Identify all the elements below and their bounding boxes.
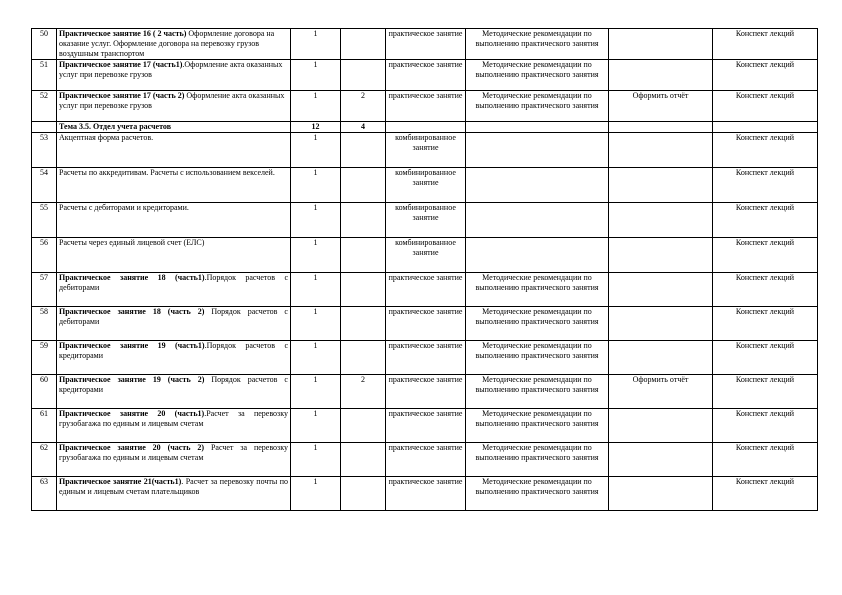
methodical-support: Методические рекомендации по выполнению практического занятия: [466, 307, 609, 341]
lesson-topic: [57, 409, 291, 443]
self-study-hours: [341, 60, 386, 91]
homework-task: [609, 133, 713, 168]
row-number: 59: [32, 341, 57, 375]
literature: Конспект лекций: [713, 91, 818, 122]
homework-task: [609, 341, 713, 375]
lesson-topic: [57, 375, 291, 409]
row-number: 50: [32, 29, 57, 60]
hours-count: 1: [291, 168, 341, 203]
methodical-support: Методические рекомендации по выполнению практического занятия: [466, 91, 609, 122]
lesson-form: комбинированное занятие: [386, 133, 466, 168]
hours-count: 1: [291, 443, 341, 477]
row-number: 60: [32, 375, 57, 409]
table-row: [32, 91, 818, 122]
homework-task: [609, 122, 713, 133]
self-study-hours: [341, 443, 386, 477]
row-number: 62: [32, 443, 57, 477]
table-row: [32, 477, 818, 511]
literature: [713, 122, 818, 133]
lesson-topic: [57, 168, 291, 203]
literature: Конспект лекций: [713, 477, 818, 511]
self-study-hours: [341, 168, 386, 203]
table-row: [32, 168, 818, 203]
methodical-support: [466, 122, 609, 133]
lesson-title-bold: Практическое занятие 16 ( 2 часть): [59, 29, 187, 38]
lesson-description: Оформление договора на оказание услуг. Оформление договора на перевозку грузов воздушным транспортом: [59, 29, 275, 58]
lesson-title-bold: Практическое занятие 19 (часть1): [59, 341, 205, 350]
hours-count: 1: [291, 375, 341, 409]
table-row: [32, 443, 818, 477]
self-study-hours: 4: [341, 122, 386, 133]
table-row: [32, 133, 818, 168]
methodical-support: Методические рекомендации по выполнению практического занятия: [466, 341, 609, 375]
literature: Конспект лекций: [713, 29, 818, 60]
lesson-topic: [57, 443, 291, 477]
methodical-support: Методические рекомендации по выполнению практического занятия: [466, 409, 609, 443]
self-study-hours: [341, 29, 386, 60]
self-study-hours: [341, 477, 386, 511]
literature: Конспект лекций: [713, 341, 818, 375]
table-body: [32, 29, 818, 511]
homework-task: [609, 29, 713, 60]
table-row: [32, 238, 818, 273]
thematic-plan-table: [31, 28, 818, 511]
hours-count: 1: [291, 307, 341, 341]
methodical-support: Методические рекомендации по выполнению практического занятия: [466, 375, 609, 409]
literature: Конспект лекций: [713, 273, 818, 307]
table-row: [32, 341, 818, 375]
row-number: 52: [32, 91, 57, 122]
homework-task: [609, 307, 713, 341]
table-row: [32, 409, 818, 443]
hours-count: 1: [291, 409, 341, 443]
table-row: [32, 273, 818, 307]
methodical-support: Методические рекомендации по выполнению практического занятия: [466, 273, 609, 307]
hours-count: 1: [291, 238, 341, 273]
lesson-topic: [57, 307, 291, 341]
literature: Конспект лекций: [713, 60, 818, 91]
lesson-topic: [57, 133, 291, 168]
lesson-description: Акцептная форма расчетов.: [59, 133, 154, 142]
literature: Конспект лекций: [713, 238, 818, 273]
methodical-support: [466, 238, 609, 273]
lesson-description: .Расчет за перевозку грузобагажа по единым и лицевым счетам: [59, 409, 288, 428]
methodical-support: Методические рекомендации по выполнению практического занятия: [466, 29, 609, 60]
row-number: [32, 122, 57, 133]
methodical-support: [466, 203, 609, 238]
hours-count: 1: [291, 60, 341, 91]
lesson-form: практическое занятие: [386, 307, 466, 341]
lesson-form: практическое занятие: [386, 91, 466, 122]
literature: Конспект лекций: [713, 409, 818, 443]
lesson-topic: [57, 91, 291, 122]
hours-count: 1: [291, 273, 341, 307]
lesson-form: практическое занятие: [386, 341, 466, 375]
row-number: 56: [32, 238, 57, 273]
lesson-topic: [57, 122, 291, 133]
table-row: [32, 375, 818, 409]
homework-task: Оформить отчёт: [609, 375, 713, 409]
methodical-support: Методические рекомендации по выполнению практического занятия: [466, 477, 609, 511]
self-study-hours: 2: [341, 375, 386, 409]
lesson-description: Расчеты по аккредитивам. Расчеты с использованием векселей.: [59, 168, 275, 177]
lesson-title-bold: Практическое занятие 18 (часть 2): [59, 307, 205, 316]
homework-task: [609, 409, 713, 443]
hours-count: 1: [291, 133, 341, 168]
lesson-topic: [57, 203, 291, 238]
lesson-topic: [57, 29, 291, 60]
lesson-form: комбинированное занятие: [386, 168, 466, 203]
homework-task: [609, 60, 713, 91]
lesson-form: практическое занятие: [386, 409, 466, 443]
lesson-description: .Порядок расчетов с кредиторами: [59, 341, 288, 360]
lesson-form: практическое занятие: [386, 375, 466, 409]
homework-task: Оформить отчёт: [609, 91, 713, 122]
lesson-form: практическое занятие: [386, 29, 466, 60]
self-study-hours: [341, 133, 386, 168]
lesson-title-bold: Практическое занятие 17 (часть1): [59, 60, 183, 69]
lesson-form: [386, 122, 466, 133]
lesson-form: практическое занятие: [386, 443, 466, 477]
hours-count: 1: [291, 29, 341, 60]
lesson-topic: [57, 477, 291, 511]
lesson-description: Расчет за перевозку грузобагажа по единым и лицевым счетам: [59, 443, 288, 462]
hours-count: 1: [291, 341, 341, 375]
lesson-form: комбинированное занятие: [386, 238, 466, 273]
row-number: 53: [32, 133, 57, 168]
lesson-description: Оформление акта оказанных услуг при перевозке грузов: [59, 91, 285, 110]
literature: Конспект лекций: [713, 133, 818, 168]
hours-count: 1: [291, 203, 341, 238]
row-number: 51: [32, 60, 57, 91]
lesson-topic: [57, 60, 291, 91]
lesson-description: Порядок расчетов с кредиторами: [59, 375, 288, 394]
lesson-description: .Порядок расчетов с дебиторами: [59, 273, 288, 292]
literature: Конспект лекций: [713, 203, 818, 238]
lesson-description: .Оформление акта оказанных услуг при перевозке грузов: [59, 60, 283, 79]
homework-task: [609, 443, 713, 477]
hours-count: 1: [291, 91, 341, 122]
row-number: 55: [32, 203, 57, 238]
homework-task: [609, 168, 713, 203]
self-study-hours: [341, 307, 386, 341]
row-number: 54: [32, 168, 57, 203]
homework-task: [609, 238, 713, 273]
self-study-hours: [341, 203, 386, 238]
self-study-hours: 2: [341, 91, 386, 122]
literature: Конспект лекций: [713, 168, 818, 203]
self-study-hours: [341, 409, 386, 443]
literature: Конспект лекций: [713, 443, 818, 477]
self-study-hours: [341, 273, 386, 307]
lesson-title-bold: Практическое занятие 21(часть1): [59, 477, 182, 486]
lesson-form: практическое занятие: [386, 477, 466, 511]
lesson-description: Расчеты через единый лицевой счет (ЕЛС): [59, 238, 205, 247]
topic-row: [32, 122, 818, 133]
methodical-support: [466, 133, 609, 168]
methodical-support: Методические рекомендации по выполнению практического занятия: [466, 60, 609, 91]
row-number: 57: [32, 273, 57, 307]
lesson-description: Расчеты с дебиторами и кредиторами.: [59, 203, 189, 212]
literature: Конспект лекций: [713, 375, 818, 409]
row-number: 63: [32, 477, 57, 511]
row-number: 58: [32, 307, 57, 341]
literature: Конспект лекций: [713, 307, 818, 341]
lesson-title-bold: Практическое занятие 17 (часть 2): [59, 91, 185, 100]
table-row: [32, 203, 818, 238]
homework-task: [609, 273, 713, 307]
lesson-topic: [57, 341, 291, 375]
lesson-topic: [57, 238, 291, 273]
table-row: [32, 29, 818, 60]
lesson-form: практическое занятие: [386, 60, 466, 91]
row-number: 61: [32, 409, 57, 443]
lesson-topic: [57, 273, 291, 307]
lesson-description: Порядок расчетов с дебиторами: [59, 307, 288, 326]
methodical-support: Методические рекомендации по выполнению практического занятия: [466, 443, 609, 477]
table-row: [32, 307, 818, 341]
table-row: [32, 60, 818, 91]
lesson-description: . Расчет за перевозку почты по единым и лицевым счетам плательщиков: [59, 477, 288, 496]
lesson-title-bold: Практическое занятие 18 (часть1): [59, 273, 205, 282]
hours-count: 12: [291, 122, 341, 133]
self-study-hours: [341, 341, 386, 375]
lesson-title-bold: Практическое занятие 20 (часть1): [59, 409, 205, 418]
homework-task: [609, 477, 713, 511]
lesson-title-bold: Тема 3.5. Отдел учета расчетов: [59, 122, 172, 131]
methodical-support: [466, 168, 609, 203]
lesson-form: комбинированное занятие: [386, 203, 466, 238]
hours-count: 1: [291, 477, 341, 511]
lesson-form: практическое занятие: [386, 273, 466, 307]
lesson-title-bold: Практическое занятие 20 (часть 2): [59, 443, 205, 452]
homework-task: [609, 203, 713, 238]
self-study-hours: [341, 238, 386, 273]
lesson-title-bold: Практическое занятие 19 (часть 2): [59, 375, 205, 384]
